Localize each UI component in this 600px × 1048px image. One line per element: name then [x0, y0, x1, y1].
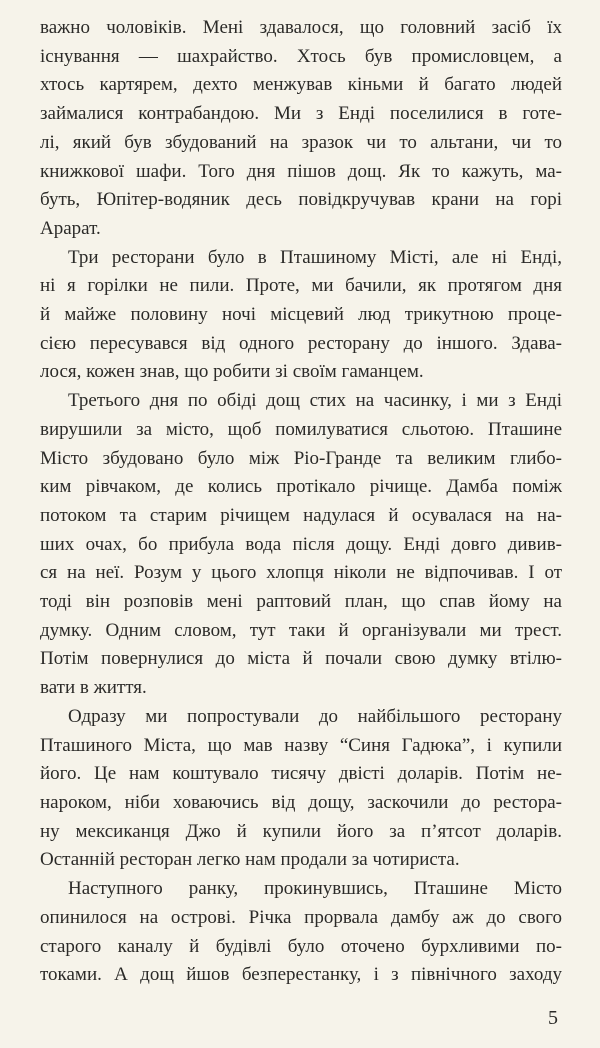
text-line: хтось картярем, дехто менжував кіньми й багато людей	[40, 74, 562, 96]
text-line: потоком та старим річищем надулася й осувалася на на-	[40, 504, 562, 526]
paragraph	[40, 703, 562, 875]
paragraph	[40, 244, 562, 388]
text-line: Місто збудовано було між Ріо-Гранде та великим глибо-	[40, 447, 562, 469]
text-line: Третього дня по обіді дощ стих на часинку, і ми з Енді	[68, 390, 562, 412]
text-line: й майже половину ночі місцевий люд трикутною проце-	[40, 304, 562, 326]
text-line: Потім повернулися до міста й почали свою думку втілю-	[40, 648, 562, 670]
text-line: Арарат.	[40, 217, 101, 239]
text-line: ким рівчаком, де колись протікало річище. Дамба поміж	[40, 476, 562, 498]
text-line: сією пересувався від одного ресторану до іншого. Здава-	[40, 332, 562, 354]
text-line: Пташиного Міста, що мав назву “Синя Гадюка”, і купили	[40, 734, 562, 756]
text-line: існування — шахрайство. Хтось був промисловцем, а	[40, 45, 562, 67]
text-line: нароком, ніби ховаючись від дощу, заскочили до рестора-	[40, 791, 562, 813]
text-line: вати в життя.	[40, 677, 147, 699]
text-line: Одразу ми попростували до найбільшого ресторану	[68, 705, 562, 727]
text-line: опинилося на острові. Річка прорвала дамбу аж до свого	[40, 906, 562, 928]
text-line: буть, Юпітер-водяник десь повідкручував крани на горі	[40, 189, 562, 211]
text-line: лося, кожен знав, що робити зі своїм гаманцем.	[40, 361, 424, 383]
text-line: ні я горілки не пили. Проте, ми бачили, як протягом дня	[40, 275, 562, 297]
page-number: 5	[548, 1006, 558, 1029]
text-line: книжкової шафи. Того дня пішов дощ. Як то кажуть, ма-	[40, 160, 562, 182]
text-line: важно чоловіків. Мені здавалося, що головний засіб їх	[40, 17, 562, 38]
paragraph	[40, 875, 562, 990]
text-line: ших очах, бо прибула вода після дощу. Енді довго дивив-	[40, 533, 562, 555]
text-line: його. Це нам коштувало тисячу двісті доларів. Потім не-	[40, 763, 562, 785]
text-line: тоді він розповів мені раптовий план, що спав йому на	[40, 591, 562, 613]
text-line: старого каналу й будівлі було оточено бурхливими по-	[40, 935, 562, 957]
text-line: Три ресторани було в Пташиному Місті, але ні Енді,	[68, 246, 562, 268]
text-line: ся на неї. Розум у цього хлопця ніколи не відпочивав. І от	[40, 562, 562, 584]
text-line: думку. Одним словом, тут таки й організували ми трест.	[40, 619, 562, 641]
paragraph	[40, 14, 562, 244]
text-line: ну мексиканця Джо й купили його за п’ятсот доларів.	[40, 820, 562, 842]
text-line: лі, який був збудований на зразок чи то альтани, чи то	[40, 131, 562, 153]
paragraph	[40, 387, 562, 703]
text-line: вирушили за місто, щоб помилуватися сльотою. Пташине	[40, 418, 562, 440]
text-line: Останній ресторан легко нам продали за чотириста.	[40, 849, 460, 871]
text-line: Наступного ранку, прокинувшись, Пташине Місто	[68, 878, 562, 900]
text-line: токами. А дощ йшов безперестанку, і з північного заходу	[40, 964, 562, 986]
text-line: займалися контрабандою. Ми з Енді поселилися в готе-	[40, 103, 562, 125]
